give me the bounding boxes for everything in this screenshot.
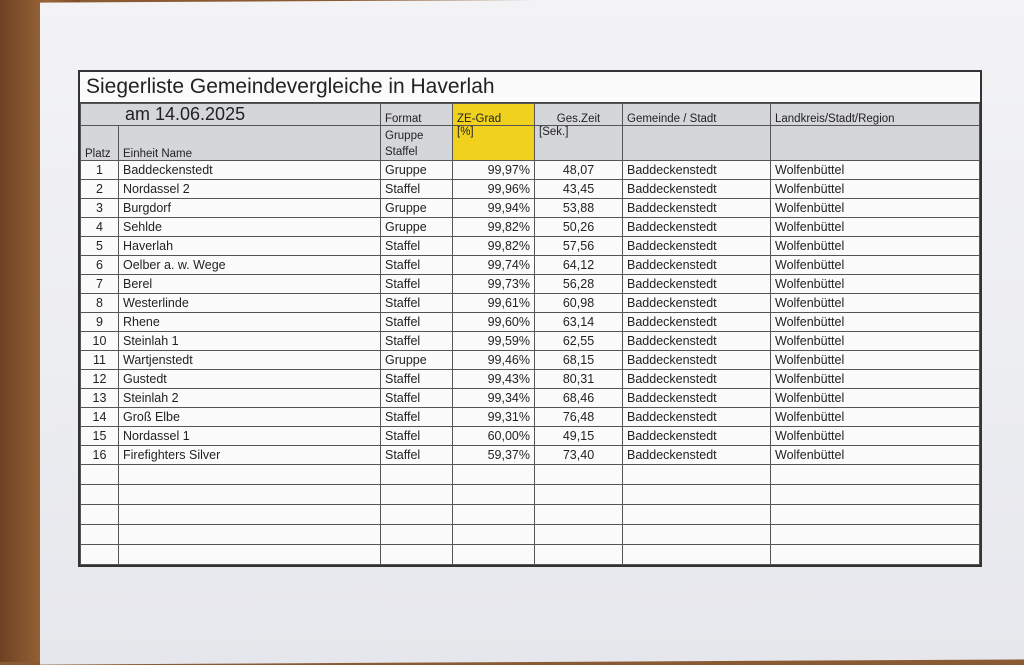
cell-landkreis: Wolfenbüttel xyxy=(771,446,980,465)
table-row xyxy=(81,256,980,275)
cell-format: Gruppe xyxy=(381,218,453,237)
header-landkreis: Landkreis/Stadt/Region xyxy=(771,104,980,126)
empty-cell xyxy=(453,465,535,485)
empty-cell xyxy=(453,505,535,525)
cell-zeit: 76,48 xyxy=(535,408,623,427)
results-table xyxy=(80,103,980,565)
empty-cell xyxy=(81,525,119,545)
cell-name: Haverlah xyxy=(119,237,381,256)
empty-cell xyxy=(623,485,771,505)
cell-platz: 15 xyxy=(81,427,119,446)
empty-cell xyxy=(623,465,771,485)
results-sheet xyxy=(78,70,982,567)
cell-format: Gruppe xyxy=(381,161,453,180)
header-landkreis-blank xyxy=(771,126,980,161)
empty-cell xyxy=(119,525,381,545)
cell-platz: 3 xyxy=(81,199,119,218)
cell-zeit: 68,15 xyxy=(535,351,623,370)
cell-format: Staffel xyxy=(381,408,453,427)
empty-cell xyxy=(535,545,623,565)
cell-name: Sehlde xyxy=(119,218,381,237)
empty-cell xyxy=(453,485,535,505)
cell-format: Staffel xyxy=(381,389,453,408)
cell-zeit: 80,31 xyxy=(535,370,623,389)
cell-gemeinde: Baddeckenstedt xyxy=(623,408,771,427)
cell-ze: 99,96% xyxy=(453,180,535,199)
cell-name: Wartjenstedt xyxy=(119,351,381,370)
cell-format: Gruppe xyxy=(381,351,453,370)
cell-zeit: 64,12 xyxy=(535,256,623,275)
cell-zeit: 56,28 xyxy=(535,275,623,294)
header-platz: Platz xyxy=(81,126,119,161)
format-sub-staffel: Staffel xyxy=(385,146,418,158)
cell-format: Staffel xyxy=(381,256,453,275)
cell-name: Nordassel 2 xyxy=(119,180,381,199)
cell-gemeinde: Baddeckenstedt xyxy=(623,256,771,275)
table-row xyxy=(81,275,980,294)
cell-landkreis: Wolfenbüttel xyxy=(771,408,980,427)
cell-ze: 99,59% xyxy=(453,332,535,351)
empty-cell xyxy=(119,505,381,525)
cell-landkreis: Wolfenbüttel xyxy=(771,161,980,180)
empty-cell xyxy=(119,485,381,505)
cell-zeit: 49,15 xyxy=(535,427,623,446)
cell-platz: 13 xyxy=(81,389,119,408)
cell-platz: 12 xyxy=(81,370,119,389)
cell-platz: 16 xyxy=(81,446,119,465)
header-einheit: Einheit Name xyxy=(119,126,381,161)
empty-cell xyxy=(623,545,771,565)
cell-platz: 14 xyxy=(81,408,119,427)
cell-platz: 8 xyxy=(81,294,119,313)
cell-format: Gruppe xyxy=(381,199,453,218)
table-row xyxy=(81,389,980,408)
header-ze-unit: [%] xyxy=(453,126,535,161)
cell-ze: 99,82% xyxy=(453,218,535,237)
empty-cell xyxy=(81,545,119,565)
cell-name: Berel xyxy=(119,275,381,294)
header-row-2 xyxy=(81,126,980,161)
page-title: Siegerliste Gemeindevergleiche in Haverlah xyxy=(86,75,495,98)
cell-landkreis: Wolfenbüttel xyxy=(771,275,980,294)
cell-zeit: 50,26 xyxy=(535,218,623,237)
cell-gemeinde: Baddeckenstedt xyxy=(623,275,771,294)
cell-zeit: 53,88 xyxy=(535,199,623,218)
empty-cell xyxy=(623,505,771,525)
cell-platz: 10 xyxy=(81,332,119,351)
table-row xyxy=(81,180,980,199)
cell-format: Staffel xyxy=(381,332,453,351)
cell-landkreis: Wolfenbüttel xyxy=(771,351,980,370)
cell-gemeinde: Baddeckenstedt xyxy=(623,427,771,446)
table-row xyxy=(81,446,980,465)
cell-platz: 4 xyxy=(81,218,119,237)
empty-cell xyxy=(453,545,535,565)
empty-cell xyxy=(771,505,980,525)
cell-landkreis: Wolfenbüttel xyxy=(771,389,980,408)
cell-format: Staffel xyxy=(381,275,453,294)
cell-format: Staffel xyxy=(381,370,453,389)
cell-landkreis: Wolfenbüttel xyxy=(771,294,980,313)
empty-cell xyxy=(771,545,980,565)
event-date: am 14.06.2025 xyxy=(81,104,381,126)
cell-landkreis: Wolfenbüttel xyxy=(771,218,980,237)
cell-platz: 6 xyxy=(81,256,119,275)
cell-gemeinde: Baddeckenstedt xyxy=(623,389,771,408)
cell-gemeinde: Baddeckenstedt xyxy=(623,237,771,256)
cell-gemeinde: Baddeckenstedt xyxy=(623,446,771,465)
cell-ze: 59,37% xyxy=(453,446,535,465)
cell-gemeinde: Baddeckenstedt xyxy=(623,294,771,313)
cell-name: Burgdorf xyxy=(119,199,381,218)
cell-ze: 99,74% xyxy=(453,256,535,275)
table-row xyxy=(81,332,980,351)
cell-name: Westerlinde xyxy=(119,294,381,313)
results-body xyxy=(81,161,980,565)
empty-cell xyxy=(81,465,119,485)
empty-cell xyxy=(381,465,453,485)
cell-zeit: 62,55 xyxy=(535,332,623,351)
cell-landkreis: Wolfenbüttel xyxy=(771,256,980,275)
cell-ze: 99,31% xyxy=(453,408,535,427)
empty-cell xyxy=(381,485,453,505)
cell-ze: 99,97% xyxy=(453,161,535,180)
cell-name: Rhene xyxy=(119,313,381,332)
cell-platz: 9 xyxy=(81,313,119,332)
title-row xyxy=(80,72,980,103)
cell-ze: 99,73% xyxy=(453,275,535,294)
cell-name: Gustedt xyxy=(119,370,381,389)
cell-format: Staffel xyxy=(381,180,453,199)
table-row xyxy=(81,313,980,332)
empty-cell xyxy=(119,465,381,485)
cell-ze: 99,61% xyxy=(453,294,535,313)
cell-name: Groß Elbe xyxy=(119,408,381,427)
empty-row xyxy=(81,525,980,545)
empty-cell xyxy=(381,505,453,525)
cell-name: Nordassel 1 xyxy=(119,427,381,446)
header-zeit-unit: [Sek.] xyxy=(535,126,623,161)
table-row xyxy=(81,351,980,370)
cell-landkreis: Wolfenbüttel xyxy=(771,180,980,199)
empty-cell xyxy=(535,525,623,545)
empty-cell xyxy=(453,525,535,545)
cell-name: Steinlah 2 xyxy=(119,389,381,408)
cell-gemeinde: Baddeckenstedt xyxy=(623,332,771,351)
cell-zeit: 48,07 xyxy=(535,161,623,180)
cell-name: Oelber a. w. Wege xyxy=(119,256,381,275)
table-row xyxy=(81,370,980,389)
cell-platz: 7 xyxy=(81,275,119,294)
cell-landkreis: Wolfenbüttel xyxy=(771,427,980,446)
cell-ze: 99,46% xyxy=(453,351,535,370)
header-gemeinde-blank xyxy=(623,126,771,161)
cell-landkreis: Wolfenbüttel xyxy=(771,199,980,218)
cell-ze: 99,60% xyxy=(453,313,535,332)
cell-name: Baddeckenstedt xyxy=(119,161,381,180)
empty-cell xyxy=(535,465,623,485)
empty-cell xyxy=(771,525,980,545)
empty-cell xyxy=(81,505,119,525)
cell-gemeinde: Baddeckenstedt xyxy=(623,180,771,199)
cell-ze: 99,43% xyxy=(453,370,535,389)
cell-gemeinde: Baddeckenstedt xyxy=(623,313,771,332)
cell-zeit: 68,46 xyxy=(535,389,623,408)
cell-gemeinde: Baddeckenstedt xyxy=(623,199,771,218)
header-format-sub xyxy=(381,126,453,161)
cell-landkreis: Wolfenbüttel xyxy=(771,237,980,256)
empty-cell xyxy=(771,485,980,505)
cell-platz: 2 xyxy=(81,180,119,199)
cell-ze: 99,34% xyxy=(453,389,535,408)
table-row xyxy=(81,408,980,427)
cell-format: Staffel xyxy=(381,446,453,465)
empty-cell xyxy=(381,545,453,565)
cell-ze: 99,94% xyxy=(453,199,535,218)
cell-gemeinde: Baddeckenstedt xyxy=(623,370,771,389)
table-row xyxy=(81,427,980,446)
empty-cell xyxy=(771,465,980,485)
empty-row xyxy=(81,545,980,565)
empty-row xyxy=(81,485,980,505)
table-row xyxy=(81,237,980,256)
cell-gemeinde: Baddeckenstedt xyxy=(623,218,771,237)
table-row xyxy=(81,294,980,313)
header-ze-grad: ZE-Grad xyxy=(453,104,535,126)
cell-ze: 60,00% xyxy=(453,427,535,446)
cell-format: Staffel xyxy=(381,294,453,313)
cell-landkreis: Wolfenbüttel xyxy=(771,313,980,332)
cell-landkreis: Wolfenbüttel xyxy=(771,332,980,351)
cell-gemeinde: Baddeckenstedt xyxy=(623,161,771,180)
cell-format: Staffel xyxy=(381,313,453,332)
cell-zeit: 63,14 xyxy=(535,313,623,332)
table-row xyxy=(81,161,980,180)
empty-row xyxy=(81,465,980,485)
cell-platz: 5 xyxy=(81,237,119,256)
table-row xyxy=(81,199,980,218)
cell-name: Firefighters Silver xyxy=(119,446,381,465)
cell-zeit: 43,45 xyxy=(535,180,623,199)
empty-row xyxy=(81,505,980,525)
table-row xyxy=(81,218,980,237)
cell-platz: 11 xyxy=(81,351,119,370)
cell-zeit: 57,56 xyxy=(535,237,623,256)
empty-cell xyxy=(535,505,623,525)
empty-cell xyxy=(119,545,381,565)
cell-zeit: 60,98 xyxy=(535,294,623,313)
cell-format: Staffel xyxy=(381,237,453,256)
header-ges-zeit: Ges.Zeit xyxy=(535,104,623,126)
header-format: Format xyxy=(381,104,453,126)
header-row-1 xyxy=(81,104,980,126)
empty-cell xyxy=(623,525,771,545)
format-sub-gruppe: Gruppe xyxy=(385,130,424,142)
cell-format: Staffel xyxy=(381,427,453,446)
cell-zeit: 73,40 xyxy=(535,446,623,465)
cell-landkreis: Wolfenbüttel xyxy=(771,370,980,389)
empty-cell xyxy=(535,485,623,505)
empty-cell xyxy=(381,525,453,545)
empty-cell xyxy=(81,485,119,505)
cell-name: Steinlah 1 xyxy=(119,332,381,351)
cell-gemeinde: Baddeckenstedt xyxy=(623,351,771,370)
cell-ze: 99,82% xyxy=(453,237,535,256)
header-gemeinde: Gemeinde / Stadt xyxy=(623,104,771,126)
cell-platz: 1 xyxy=(81,161,119,180)
